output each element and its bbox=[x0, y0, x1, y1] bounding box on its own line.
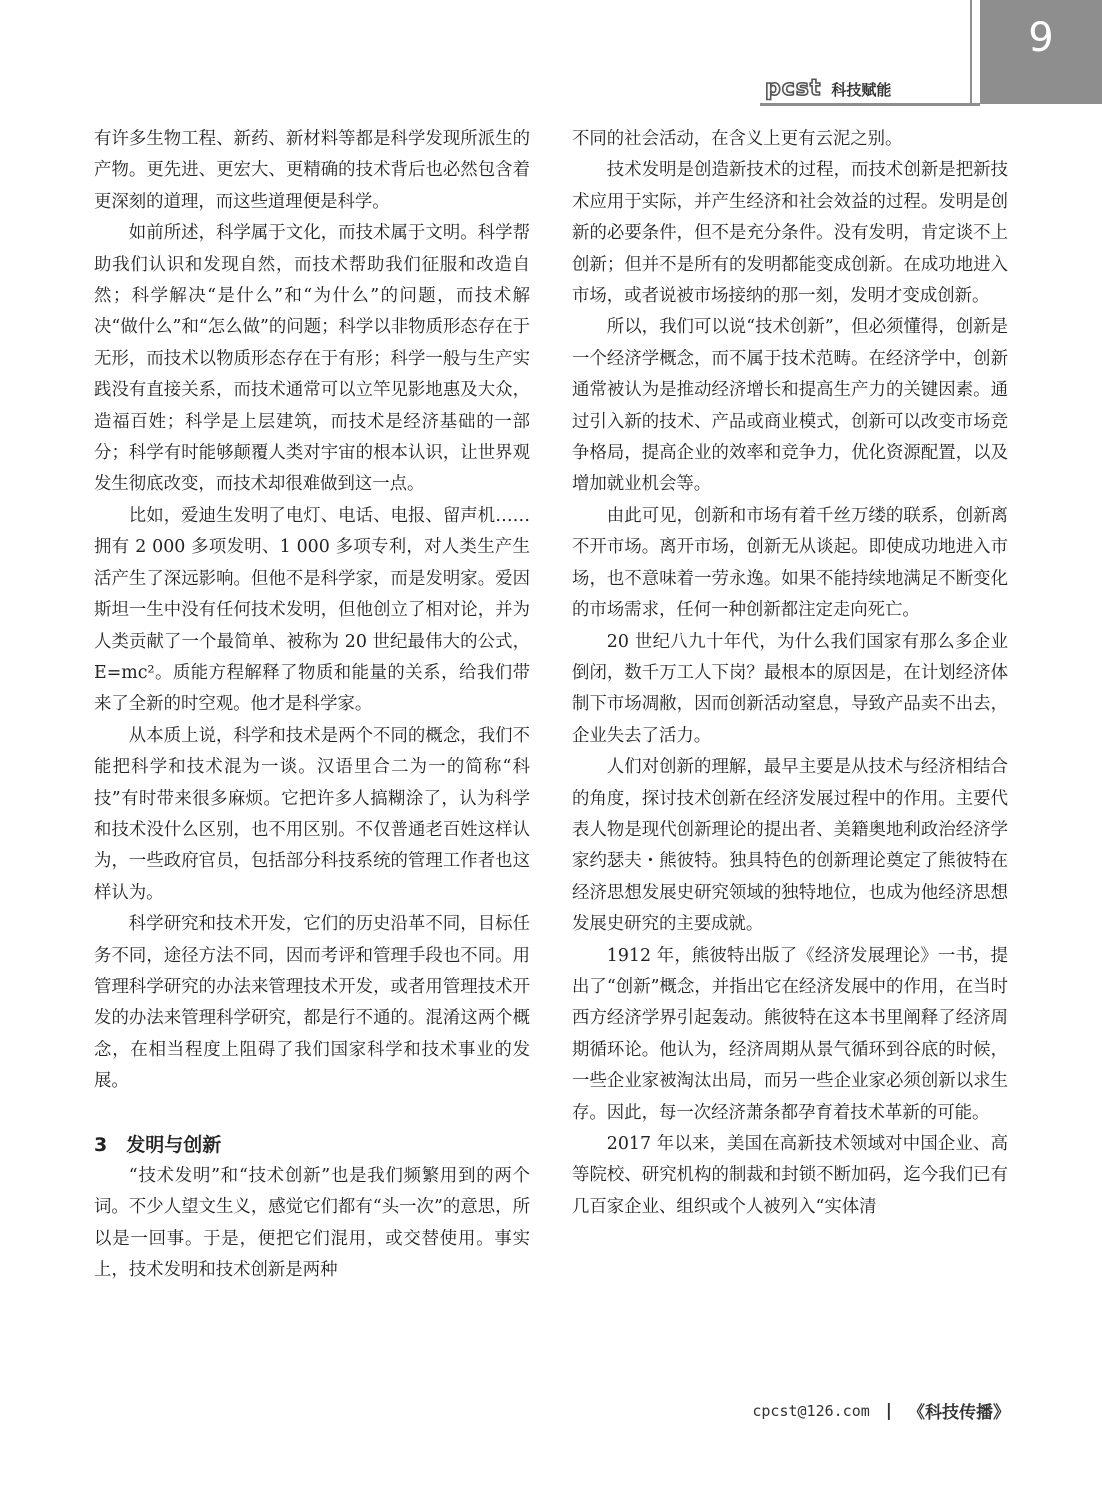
paragraph: 科学研究和技术开发，它们的历史沿革不同，目标任务不同，途径方法不同，因而考评和管理手段也不同。用管理科学研究的办法来管理技术开发，或者用管理技术开发的办法来管理科学研究，都是行不通的。混淆这两个概念，在相当程度上阻碍了我们国家科学和技术事业的发展。 bbox=[94, 914, 530, 1092]
header-rule bbox=[760, 103, 980, 106]
footer-separator: | bbox=[885, 1400, 892, 1421]
paragraph: 2017 年以来，美国在高新技术领域对中国企业、高等院校、研究机构的制裁和封锁不断加码，迄今我们已有几百家企业、组织或个人被列入“实体清 bbox=[572, 1134, 1008, 1217]
paragraph: 比如，爱迪生发明了电灯、电话、电报、留声机……拥有 2 000 多项发明、1 000 多项专利，对人类生产生活产生了深远影响。但他不是科学家，而是发明家。爱因斯坦一生中没有任何技术发明，但他创立了相对论，并为人类贡献了一个最简单、被称为 20 世纪最伟大的公式，E=mc²。质能方程解释了物质和能量的关系，给我们带来了全新的时空观。他才是科学家。 bbox=[94, 505, 530, 715]
contact-email: cpcst@126.com bbox=[752, 1401, 870, 1420]
paragraph: 1912 年，熊彼特出版了《经济发展理论》一书，提出了“创新”概念，并指出它在经济发展中的作用，在当时西方经济学界引起轰动。熊彼特在这本书里阐释了经济周期循环论。他认为，经济周期从景气循环到谷底的时候，一些企业家被淘汰出局，而另一些企业家必须创新以求生存。因此，每一次经济萧条都孕育着技术革新的可能。 bbox=[572, 945, 1008, 1123]
section-heading: 3 发明与创新 bbox=[94, 1133, 222, 1156]
page-number: 9 bbox=[1028, 15, 1054, 61]
right-column bbox=[572, 124, 1008, 1223]
journal-logo: pcst bbox=[765, 76, 822, 101]
paragraph: 所以，我们可以说“技术创新”，但必须懂得，创新是一个经济学概念，而不属于技术范畴。在经济学中，创新通常被认为是推动经济增长和提高生产力的关键因素。通过引入新的技术、产品或商业模式，创新可以改变市场竞争格局，提高企业的效率和竞争力，优化资源配置，以及增加就业机会等。 bbox=[572, 317, 1008, 495]
running-header bbox=[765, 76, 965, 102]
journal-name: 《科技传播》 bbox=[908, 1403, 1010, 1423]
page-number-box bbox=[980, 0, 1102, 104]
left-column bbox=[94, 124, 530, 1287]
paragraph: 20 世纪八九十年代，为什么我们国家有那么多企业倒闭，数千万工人下岗？最根本的原因是，在计划经济体制下市场凋敝，因而创新活动窒息，导致产品卖不出去，企业失去了活力。 bbox=[572, 631, 1008, 746]
page-footer bbox=[752, 1398, 1010, 1423]
paragraph: 有许多生物工程、新药、新材料等都是科学发现所派生的产物。更先进、更宏大、更精确的技术背后也必然包含着更深刻的道理，而这些道理便是科学。 bbox=[94, 129, 530, 212]
section-tag: 科技赋能 bbox=[831, 80, 892, 99]
paragraph: 从本质上说，科学和技术是两个不同的概念，我们不能把科学和技术混为一谈。汉语里合二为一的简称“科技”有时带来很多麻烦。它把许多人搞糊涂了，认为科学和技术没什么区别，也不用区别。不仅普通老百姓这样认为，一些政府官员，包括部分科技系统的管理工作者也这样认为。 bbox=[94, 725, 530, 903]
paragraph: “技术发明”和“技术创新”也是我们频繁用到的两个词。不少人望文生义，感觉它们都有“头一次”的意思，所以是一回事。于是，便把它们混用，或交替使用。事实上，技术发明和技术创新是两种 bbox=[94, 1166, 530, 1281]
paragraph-continuation: 不同的社会活动，在含义上更有云泥之别。 bbox=[572, 129, 903, 149]
paragraph: 由此可见，创新和市场有着千丝万缕的联系，创新离不开市场。离开市场，创新无从谈起。即使成功地进入市场，也不意味着一劳永逸。如果不能持续地满足不断变化的市场需求，任何一种创新都注定走向死亡。 bbox=[572, 505, 1008, 621]
paragraph: 如前所述，科学属于文化，而技术属于文明。科学帮助我们认识和发现自然，而技术帮助我们征服和改造自然；科学解决“是什么”和“为什么”的问题，而技术解决“做什么”和“怎么做”的问题；科学以非物质形态存在于无形，而技术以物质形态存在于有形；科学一般与生产实践没有直接关系，而技术通常可以立竿见影地惠及大众，造福百姓；科学是上层建筑，而技术是经济基础的一部分；科学有时能够颠覆人类对宇宙的根本认识，让世界观发生彻底改变，而技术却很难做到这一点。 bbox=[94, 223, 530, 495]
paragraph: 人们对创新的理解，最早主要是从技术与经济相结合的角度，探讨技术创新在经济发展过程中的作用。主要代表人物是现代创新理论的提出者、美籍奥地利政治经济学家约瑟夫・熊彼特。独具特色的创新理论奠定了熊彼特在经济思想发展史研究领域的独特地位，也成为他经济思想发展史研究的主要成就。 bbox=[572, 757, 1008, 935]
paragraph: 技术发明是创造新技术的过程，而技术创新是把新技术应用于实际，并产生经济和社会效益的过程。发明是创新的必要条件，但不是充分条件。没有发明，肯定谈不上创新；但并不是所有的发明都能变成创新。在成功地进入市场，或者说被市场接纳的那一刻，发明才变成创新。 bbox=[572, 160, 1008, 307]
header-vertical-rule bbox=[970, 0, 972, 104]
